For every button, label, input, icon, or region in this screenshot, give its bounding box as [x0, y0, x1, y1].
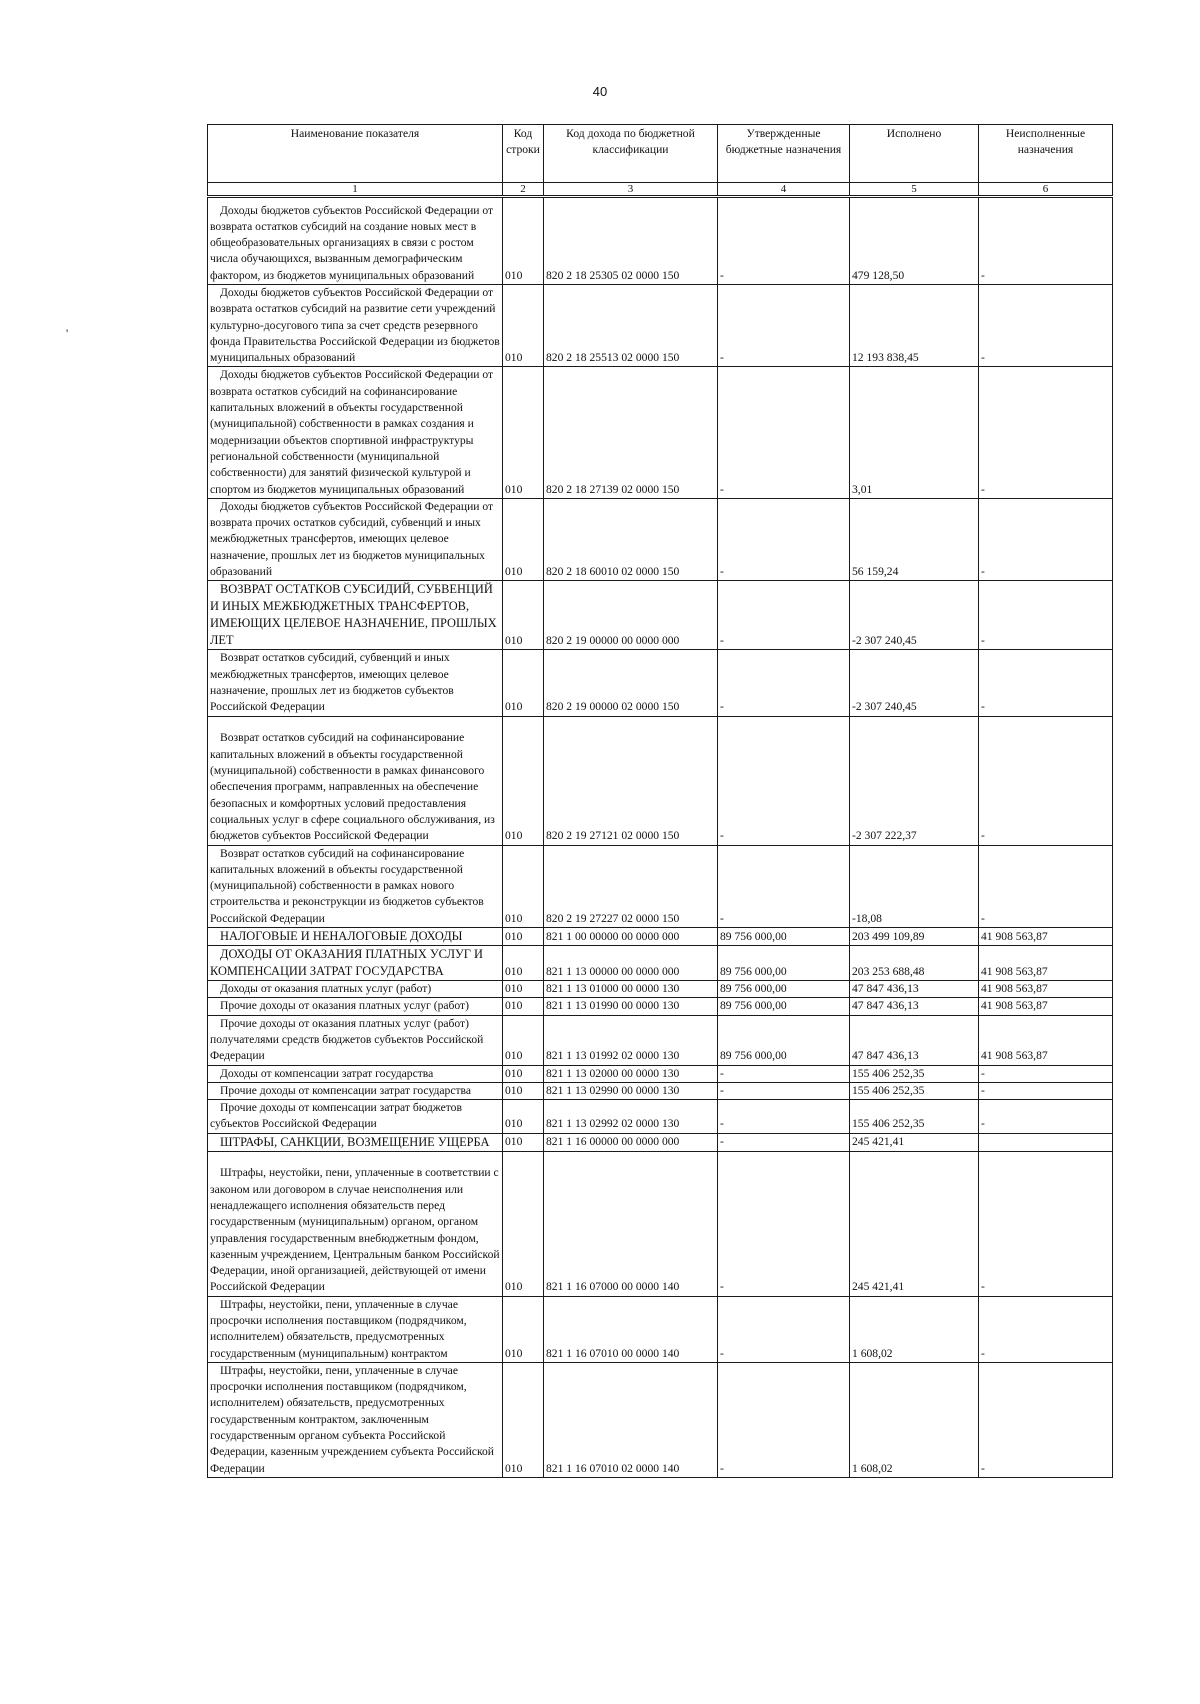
row-kbk-cell: 821 1 13 01000 00 0000 130 — [544, 981, 718, 998]
row-name-text: Доходы от компенсации затрат государства — [220, 1066, 434, 1080]
table-row — [208, 285, 1113, 367]
row-code-cell: 010 — [503, 285, 544, 367]
row-approved-cell: - — [718, 1362, 850, 1477]
row-name-cell — [208, 946, 503, 981]
row-name-text: ШТРАФЫ, САНКЦИИ, ВОЗМЕЩЕНИЕ УЩЕРБА — [220, 1134, 490, 1149]
row-kbk-cell: 821 1 13 00000 00 0000 000 — [544, 946, 718, 981]
row-executed-cell: 12 193 838,45 — [850, 285, 979, 367]
row-approved-cell: 89 756 000,00 — [718, 928, 850, 946]
row-code-cell: 010 — [503, 981, 544, 998]
row-unexecuted-cell: 41 908 563,87 — [979, 998, 1113, 1015]
row-approved-cell: - — [718, 1065, 850, 1082]
row-name-cell — [208, 1015, 503, 1065]
row-unexecuted-cell: - — [979, 1151, 1113, 1296]
row-unexecuted-cell: - — [979, 1296, 1113, 1362]
table-row — [208, 716, 1113, 845]
row-name-cell — [208, 650, 503, 716]
row-code-cell: 010 — [503, 716, 544, 845]
row-approved-cell: 89 756 000,00 — [718, 998, 850, 1015]
row-name-text: Штрафы, неустойки, пени, уплаченные в случае просрочки исполнения поставщиком (подрядчиком, исполнителем) обязательств, предусмотренных государственным контрактом, заключенным государственным органом субъекта Российской Федерации, казенным учреждением субъекта Российской Федерации — [210, 1363, 494, 1475]
row-kbk-cell: 821 1 13 01990 00 0000 130 — [544, 998, 718, 1015]
table-row — [208, 1082, 1113, 1099]
row-name-text: Прочие доходы от оказания платных услуг (работ) — [220, 999, 469, 1013]
row-approved-cell: - — [718, 716, 850, 845]
row-unexecuted-cell: 41 908 563,87 — [979, 928, 1113, 946]
row-executed-cell: 155 406 252,35 — [850, 1082, 979, 1099]
row-unexecuted-cell: - — [979, 498, 1113, 580]
row-executed-cell: 155 406 252,35 — [850, 1065, 979, 1082]
row-name-cell — [208, 1082, 503, 1099]
table-row — [208, 928, 1113, 946]
row-name-text: ДОХОДЫ ОТ ОКАЗАНИЯ ПЛАТНЫХ УСЛУГ И КОМПЕНСАЦИИ ЗАТРАТ ГОСУДАРСТВА — [210, 947, 484, 979]
row-code-cell: 010 — [503, 650, 544, 716]
row-unexecuted-cell: - — [979, 1082, 1113, 1099]
row-code-cell: 010 — [503, 1065, 544, 1082]
row-name-text: Прочие доходы от компенсации затрат государства — [220, 1083, 471, 1097]
row-kbk-cell: 820 2 19 00000 00 0000 000 — [544, 581, 718, 650]
row-name-text: Прочие доходы от оказания платных услуг (работ) получателями средств бюджетов субъектов Российской Федерации — [210, 1016, 484, 1063]
row-kbk-cell: 820 2 18 60010 02 0000 150 — [544, 498, 718, 580]
row-name-cell — [208, 1362, 503, 1477]
row-name-cell — [208, 498, 503, 580]
row-code-cell: 010 — [503, 1082, 544, 1099]
row-approved-cell: - — [718, 367, 850, 498]
row-code-cell: 010 — [503, 367, 544, 498]
row-approved-cell: - — [718, 1100, 850, 1134]
row-name-cell — [208, 845, 503, 927]
row-name-cell — [208, 1065, 503, 1082]
row-kbk-cell: 821 1 00 00000 00 0000 000 — [544, 928, 718, 946]
table-row — [208, 581, 1113, 650]
row-name-cell — [208, 928, 503, 946]
row-approved-cell: - — [718, 1151, 850, 1296]
column-number: 4 — [718, 183, 850, 197]
row-executed-cell: 47 847 436,13 — [850, 998, 979, 1015]
row-name-cell — [208, 1133, 503, 1151]
row-name-cell — [208, 1296, 503, 1362]
row-code-cell: 010 — [503, 197, 544, 285]
row-kbk-cell: 820 2 18 27139 02 0000 150 — [544, 367, 718, 498]
table-row — [208, 650, 1113, 716]
row-name-text: НАЛОГОВЫЕ И НЕНАЛОГОВЫЕ ДОХОДЫ — [220, 929, 463, 944]
row-executed-cell: -2 307 222,37 — [850, 716, 979, 845]
row-kbk-cell: 821 1 13 01992 02 0000 130 — [544, 1015, 718, 1065]
column-number: 3 — [544, 183, 718, 197]
row-kbk-cell: 821 1 16 07000 00 0000 140 — [544, 1151, 718, 1296]
row-name-cell — [208, 581, 503, 650]
row-name-text: Возврат остатков субсидий на софинансирование капитальных вложений в объекты государственной (муниципальной) собственности в рамках нового строительства и реконструкции из бюджетов субъектов Российской Федерации — [210, 846, 484, 925]
row-executed-cell: 203 253 688,48 — [850, 946, 979, 981]
row-approved-cell: - — [718, 285, 850, 367]
row-name-cell — [208, 998, 503, 1015]
column-number: 1 — [208, 183, 503, 197]
table-row — [208, 1015, 1113, 1065]
row-code-cell: 010 — [503, 928, 544, 946]
row-executed-cell: -2 307 240,45 — [850, 581, 979, 650]
row-kbk-cell: 821 1 16 07010 02 0000 140 — [544, 1362, 718, 1477]
row-unexecuted-cell: - — [979, 1100, 1113, 1134]
table-row — [208, 1362, 1113, 1477]
table-body — [208, 197, 1113, 1478]
row-code-cell: 010 — [503, 998, 544, 1015]
table-row — [208, 1151, 1113, 1296]
row-kbk-cell: 820 2 18 25513 02 0000 150 — [544, 285, 718, 367]
row-unexecuted-cell: - — [979, 285, 1113, 367]
table-row — [208, 946, 1113, 981]
column-number: 2 — [503, 183, 544, 197]
column-header-kbk: Код дохода по бюджетной классификации — [544, 125, 718, 183]
row-kbk-cell: 821 1 13 02990 00 0000 130 — [544, 1082, 718, 1099]
table-row — [208, 1296, 1113, 1362]
row-kbk-cell: 820 2 19 27227 02 0000 150 — [544, 845, 718, 927]
stray-mark: ' — [66, 326, 69, 340]
row-executed-cell: 245 421,41 — [850, 1133, 979, 1151]
row-name-cell — [208, 1100, 503, 1134]
table-row — [208, 197, 1113, 285]
row-name-cell — [208, 981, 503, 998]
budget-report-table — [207, 124, 1113, 1478]
row-executed-cell: 1 608,02 — [850, 1296, 979, 1362]
row-approved-cell: - — [718, 1082, 850, 1099]
row-unexecuted-cell: - — [979, 1362, 1113, 1477]
row-kbk-cell: 821 1 13 02992 02 0000 130 — [544, 1100, 718, 1134]
table-row — [208, 998, 1113, 1015]
table-row — [208, 367, 1113, 498]
row-executed-cell: 47 847 436,13 — [850, 1015, 979, 1065]
row-code-cell: 010 — [503, 1296, 544, 1362]
row-executed-cell: 245 421,41 — [850, 1151, 979, 1296]
header-row — [208, 125, 1113, 183]
column-number: 5 — [850, 183, 979, 197]
row-executed-cell: 203 499 109,89 — [850, 928, 979, 946]
row-executed-cell: 479 128,50 — [850, 197, 979, 285]
row-approved-cell: - — [718, 1133, 850, 1151]
row-executed-cell: 3,01 — [850, 367, 979, 498]
row-unexecuted-cell: - — [979, 716, 1113, 845]
row-unexecuted-cell: - — [979, 367, 1113, 498]
row-code-cell: 010 — [503, 1015, 544, 1065]
row-code-cell: 010 — [503, 946, 544, 981]
row-executed-cell: 155 406 252,35 — [850, 1100, 979, 1134]
column-header-name: Наименование показателя — [208, 125, 503, 183]
row-kbk-cell: 820 2 19 27121 02 0000 150 — [544, 716, 718, 845]
table-row — [208, 845, 1113, 927]
row-name-text: Возврат остатков субсидий, субвенций и иных межбюджетных трансфертов, имеющих целевое назначение, прошлых лет из бюджетов субъектов Российской Федерации — [210, 651, 454, 714]
table-row — [208, 498, 1113, 580]
row-executed-cell: 1 608,02 — [850, 1362, 979, 1477]
row-kbk-cell: 821 1 16 07010 00 0000 140 — [544, 1296, 718, 1362]
row-name-text: ВОЗВРАТ ОСТАТКОВ СУБСИДИЙ, СУБВЕНЦИЙ И ИНЫХ МЕЖБЮДЖЕТНЫХ ТРАНСФЕРТОВ, ИМЕЮЩИХ ЦЕЛЕВОЕ НАЗНАЧЕНИЕ, ПРОШЛЫХ ЛЕТ — [210, 582, 497, 648]
table-row — [208, 981, 1113, 998]
row-name-text: Штрафы, неустойки, пени, уплаченные в случае просрочки исполнения поставщиком (подрядчиком, исполнителем) обязательств, предусмотренных государственным (муниципальным) контрактом — [210, 1297, 467, 1360]
row-kbk-cell: 821 1 16 00000 00 0000 000 — [544, 1133, 718, 1151]
row-unexecuted-cell: - — [979, 581, 1113, 650]
row-name-text: Возврат остатков субсидий на софинансирование капитальных вложений в объекты государственной (муниципальной) собственности в рамках финансового обеспечения программ, направленных на обеспечение безопасных и комфортных условий предоставления социальных услуг в сфере социального обслуживания, из бюджетов субъектов Российской Федерации — [210, 731, 495, 843]
row-code-cell: 010 — [503, 498, 544, 580]
row-name-text: Доходы бюджетов субъектов Российской Федерации от возврата прочих остатков субсидий, субвенций и иных межбюджетных трансфертов, имеющих целевое назначение, прошлых лет из бюджетов муниципальных образований — [210, 499, 494, 579]
row-unexecuted-cell: 41 908 563,87 — [979, 981, 1113, 998]
row-approved-cell: - — [718, 845, 850, 927]
row-unexecuted-cell: 41 908 563,87 — [979, 946, 1113, 981]
row-code-cell: 010 — [503, 1151, 544, 1296]
row-approved-cell: - — [718, 498, 850, 580]
row-kbk-cell: 821 1 13 02000 00 0000 130 — [544, 1065, 718, 1082]
row-name-text: Доходы бюджетов субъектов Российской Федерации от возврата остатков субсидий на развитие сети учреждений культурно-досугового типа за счет средств резервного фонда Правительства Российской Федерации из бюджетов муниципальных образований — [210, 286, 500, 365]
row-executed-cell: -18,08 — [850, 845, 979, 927]
row-executed-cell: 56 159,24 — [850, 498, 979, 580]
row-executed-cell: -2 307 240,45 — [850, 650, 979, 716]
row-unexecuted-cell: - — [979, 650, 1113, 716]
row-kbk-cell: 820 2 19 00000 02 0000 150 — [544, 650, 718, 716]
row-name-text: Доходы бюджетов субъектов Российской Федерации от возврата остатков субсидий на софинансирование капитальных вложений в объекты государственной (муниципальной) собственности в рамках создания и модернизации объектов спортивной инфраструктуры региональной собственности (муниципальной собственности) для занятий физической культурой и спортом из бюджетов муниципальных образований — [210, 368, 494, 496]
row-approved-cell: 89 756 000,00 — [718, 1015, 850, 1065]
row-approved-cell: - — [718, 581, 850, 650]
row-approved-cell: 89 756 000,00 — [718, 981, 850, 998]
row-unexecuted-cell: - — [979, 197, 1113, 285]
column-header-executed: Исполнено — [850, 125, 979, 183]
row-code-cell: 010 — [503, 1100, 544, 1134]
column-number: 6 — [979, 183, 1113, 197]
row-unexecuted-cell: - — [979, 845, 1113, 927]
row-code-cell: 010 — [503, 1362, 544, 1477]
row-executed-cell: 47 847 436,13 — [850, 981, 979, 998]
row-code-cell: 010 — [503, 1133, 544, 1151]
row-name-cell — [208, 716, 503, 845]
row-code-cell: 010 — [503, 581, 544, 650]
page-number: 40 — [592, 84, 608, 99]
row-name-text: Доходы от оказания платных услуг (работ) — [220, 982, 432, 996]
table-row — [208, 1133, 1113, 1151]
row-name-text: Штрафы, неустойки, пени, уплаченные в соответствии с законом или договором в случае неисполнения или ненадлежащего исполнения обязательств перед государственным (муниципальным) органом, органом управления государственным внебюджетным фондом, казенным учреждением, Центральным банком Российской Федерации, иной организацией, действующей от имени Российской Федерации — [210, 1166, 500, 1294]
row-code-cell: 010 — [503, 845, 544, 927]
column-header-approved: Утвержденные бюджетные назначения — [718, 125, 850, 183]
column-header-unexecuted: Неисполненные назначения — [979, 125, 1113, 183]
row-unexecuted-cell: - — [979, 1065, 1113, 1082]
row-approved-cell: - — [718, 650, 850, 716]
row-unexecuted-cell: 41 908 563,87 — [979, 1015, 1113, 1065]
row-name-text: Прочие доходы от компенсации затрат бюджетов субъектов Российской Федерации — [210, 1101, 462, 1131]
row-name-text: Доходы бюджетов субъектов Российской Федерации от возврата остатков субсидий на создание новых мест в общеобразовательных организациях в связи с ростом числа обучающихся, вызванным демографическим фактором, из бюджетов муниципальных образований — [210, 203, 494, 282]
row-name-cell — [208, 197, 503, 285]
row-name-cell — [208, 367, 503, 498]
row-approved-cell: 89 756 000,00 — [718, 946, 850, 981]
row-kbk-cell: 820 2 18 25305 02 0000 150 — [544, 197, 718, 285]
row-approved-cell: - — [718, 197, 850, 285]
column-numbers-row — [208, 183, 1113, 197]
column-header-code: Код строки — [503, 125, 544, 183]
row-approved-cell: - — [718, 1296, 850, 1362]
table-row — [208, 1065, 1113, 1082]
table-row — [208, 1100, 1113, 1134]
row-unexecuted-cell — [979, 1133, 1113, 1151]
row-name-cell — [208, 1151, 503, 1296]
row-name-cell — [208, 285, 503, 367]
